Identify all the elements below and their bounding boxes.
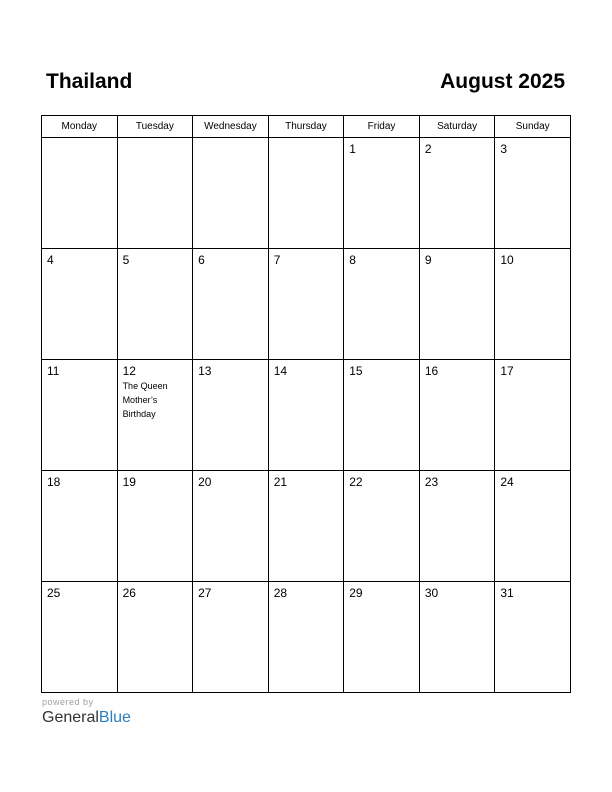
day-cell	[419, 360, 495, 471]
day-cell	[268, 138, 344, 249]
country-title: Thailand	[46, 70, 133, 93]
day-cell	[117, 582, 193, 693]
day-number: 8	[349, 253, 356, 267]
day-cell	[344, 360, 420, 471]
day-cell	[419, 138, 495, 249]
day-cell	[495, 582, 571, 693]
day-cell	[193, 582, 269, 693]
day-cell	[117, 471, 193, 582]
week-row	[42, 471, 571, 582]
day-cell	[495, 138, 571, 249]
weekday-header-row	[42, 116, 571, 138]
day-cell	[268, 471, 344, 582]
day-cell	[117, 360, 193, 471]
day-number: 11	[47, 364, 60, 378]
day-cell	[419, 582, 495, 693]
day-number: 9	[424, 253, 432, 267]
day-cell	[268, 360, 344, 471]
day-number: 2	[424, 142, 432, 156]
day-cell	[42, 360, 118, 471]
day-number: 20	[198, 475, 212, 489]
day-number: 17	[500, 364, 514, 378]
weekday-header: Friday	[344, 116, 420, 138]
day-number: 31	[500, 586, 514, 600]
day-cell	[419, 249, 495, 360]
day-number: 15	[349, 364, 363, 378]
day-cell	[344, 249, 420, 360]
day-number: 1	[349, 142, 356, 156]
day-number: 6	[198, 253, 205, 267]
day-cell	[495, 471, 571, 582]
day-cell	[42, 471, 118, 582]
day-number: 12	[122, 364, 136, 378]
weekday-header: Wednesday	[193, 116, 269, 138]
generalblue-logo[interactable]	[42, 708, 131, 728]
day-number: 30	[424, 586, 439, 600]
day-number: 18	[47, 475, 61, 489]
week-row	[42, 582, 571, 693]
weekday-header: Sunday	[495, 116, 571, 138]
month-year-title: August 2025	[440, 70, 565, 93]
day-cell	[344, 138, 420, 249]
day-number: 10	[500, 253, 514, 267]
day-number: 19	[122, 475, 136, 489]
day-number: 3	[500, 142, 508, 156]
day-number: 29	[349, 586, 363, 600]
day-number: 16	[424, 364, 439, 378]
weekday-header: Monday	[42, 116, 118, 138]
weekday-header: Saturday	[419, 116, 495, 138]
day-number: 24	[500, 475, 514, 489]
weekday-header: Tuesday	[117, 116, 193, 138]
week-row	[42, 360, 571, 471]
day-cell	[193, 471, 269, 582]
day-cell	[268, 249, 344, 360]
day-cell	[344, 471, 420, 582]
day-number: 25	[47, 586, 61, 600]
day-number: 13	[198, 364, 212, 378]
day-cell	[495, 249, 571, 360]
day-number: 23	[424, 475, 439, 489]
day-cell	[193, 360, 269, 471]
powered-by-footer	[42, 697, 131, 728]
day-cell	[495, 360, 571, 471]
day-cell	[193, 138, 269, 249]
day-number: 4	[47, 253, 54, 267]
day-number: 28	[273, 586, 288, 600]
day-cell	[117, 249, 193, 360]
day-cell	[42, 249, 118, 360]
day-number: 21	[273, 475, 288, 489]
month-calendar-grid	[41, 115, 571, 693]
day-number: 22	[349, 475, 363, 489]
day-cell	[268, 582, 344, 693]
brand-blue-text: Blue	[98, 709, 131, 726]
holiday-label: The Queen Mother’s Birthday	[122, 381, 168, 419]
day-cell	[42, 138, 118, 249]
day-cell	[344, 582, 420, 693]
day-cell	[117, 138, 193, 249]
day-number: 26	[122, 586, 136, 600]
day-cell	[193, 249, 269, 360]
powered-by-text: powered by	[42, 697, 94, 707]
day-number: 7	[273, 253, 281, 267]
day-cell	[419, 471, 495, 582]
week-row	[42, 249, 571, 360]
calendar-header	[46, 70, 565, 98]
week-row	[42, 138, 571, 249]
day-number: 14	[273, 364, 288, 378]
day-cell	[42, 582, 118, 693]
day-number: 27	[198, 586, 212, 600]
brand-general-text: General	[42, 709, 99, 726]
day-number: 5	[122, 253, 130, 267]
weekday-header: Thursday	[268, 116, 344, 138]
